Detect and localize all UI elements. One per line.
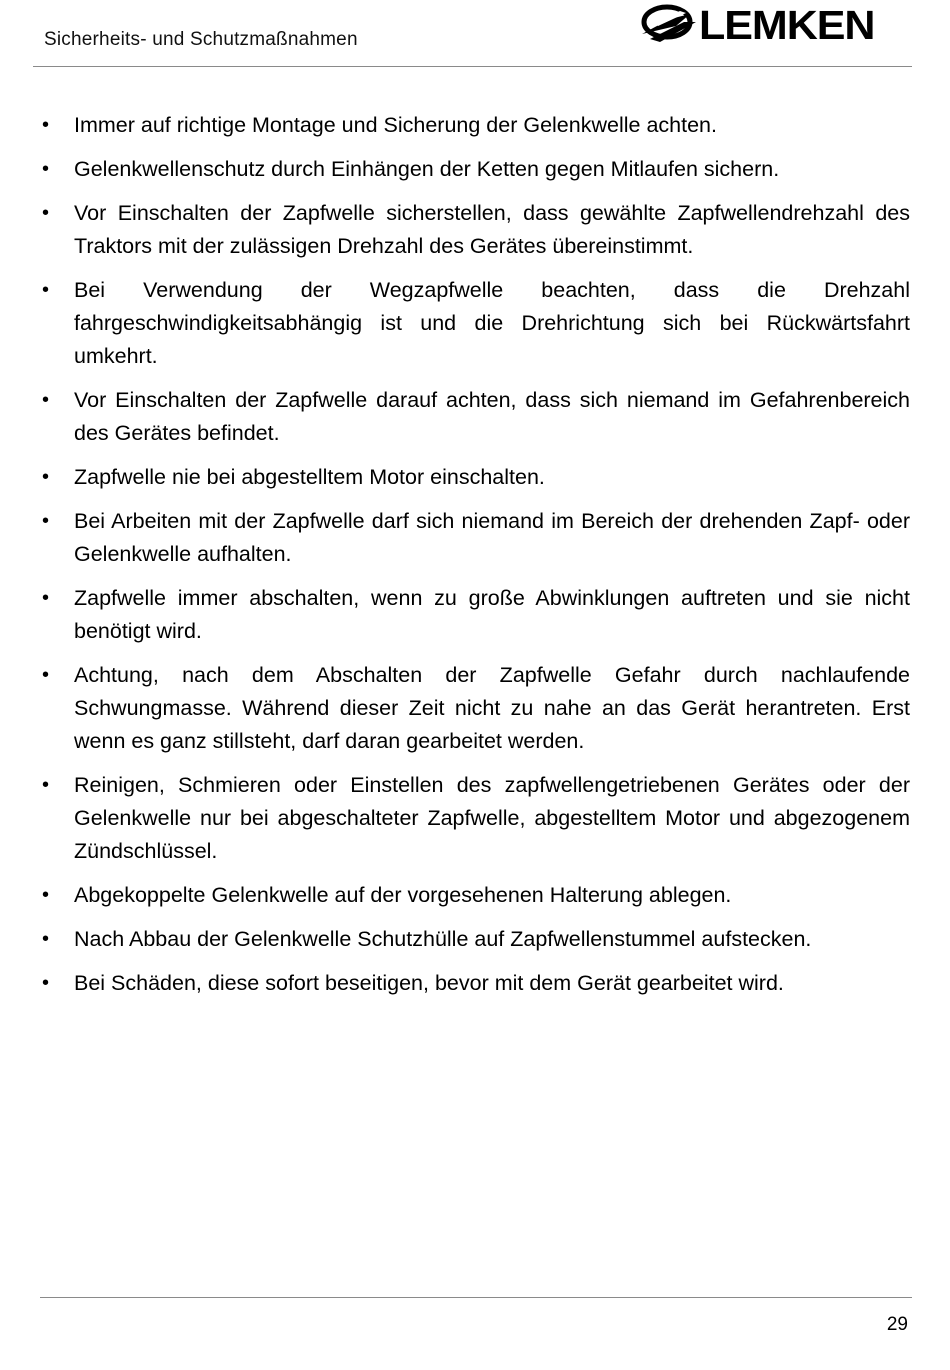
bullet-icon: • bbox=[42, 884, 50, 906]
bullet-icon: • bbox=[42, 664, 50, 686]
list-item-text: Achtung, nach dem Abschalten der Zapfwelle Gefahr durch nachlaufende Schwungmasse. Während dieser Zeit nicht zu nahe an das Gerät herantreten. Erst wenn es ganz stillsteht, darf daran gearbeitet werden. bbox=[74, 663, 910, 753]
list-item bbox=[38, 109, 910, 142]
lemken-logo bbox=[640, 2, 905, 48]
bullet-icon: • bbox=[42, 279, 50, 301]
list-item bbox=[38, 769, 910, 868]
list-item-text: Bei Schäden, diese sofort beseitigen, bevor mit dem Gerät gearbeitet wird. bbox=[74, 971, 784, 995]
bullet-icon: • bbox=[42, 587, 50, 609]
section-title: Sicherheits- und Schutzmaßnahmen bbox=[44, 29, 358, 50]
bullet-icon: • bbox=[42, 928, 50, 950]
list-item bbox=[38, 505, 910, 571]
list-item-text: Nach Abbau der Gelenkwelle Schutzhülle auf Zapfwellenstummel aufstecken. bbox=[74, 927, 812, 951]
list-item-text: Bei Verwendung der Wegzapfwelle beachten, dass die Drehzahl fahrgeschwindigkeitsabhängig ist und die Drehrichtung sich bei Rückwärtsfahrt umkehrt. bbox=[74, 278, 910, 368]
list-item-text: Vor Einschalten der Zapfwelle darauf achten, dass sich niemand im Gefahrenbereich des Gerätes befindet. bbox=[74, 388, 910, 445]
list-item-text: Bei Arbeiten mit der Zapfwelle darf sich niemand im Bereich der drehenden Zapf- oder Gelenkwelle aufhalten. bbox=[74, 509, 910, 566]
list-item-text: Zapfwelle nie bei abgestelltem Motor einschalten. bbox=[74, 465, 545, 489]
list-item-text: Gelenkwellenschutz durch Einhängen der Ketten gegen Mitlaufen sichern. bbox=[74, 157, 780, 181]
list-item-text: Immer auf richtige Montage und Sicherung der Gelenkwelle achten. bbox=[74, 113, 717, 137]
header-divider bbox=[33, 66, 912, 67]
bullet-icon: • bbox=[42, 202, 50, 224]
list-item bbox=[38, 923, 910, 956]
bullet-icon: • bbox=[42, 466, 50, 488]
list-item-text: Abgekoppelte Gelenkwelle auf der vorgesehenen Halterung ablegen. bbox=[74, 883, 732, 907]
list-item-text: Reinigen, Schmieren oder Einstellen des zapfwellengetriebenen Gerätes oder der Gelenkwelle nur bei abgeschalteter Zapfwelle, abgestelltem Motor und abgezogenem Zündschlüssel. bbox=[74, 773, 910, 863]
list-item-text: Vor Einschalten der Zapfwelle sicherstellen, dass gewählte Zapfwellendrehzahl des Traktors mit der zulässigen Drehzahl des Gerätes übereinstimmt. bbox=[74, 201, 910, 258]
footer-divider bbox=[40, 1297, 912, 1298]
list-item bbox=[38, 461, 910, 494]
list-item bbox=[38, 197, 910, 263]
list-item bbox=[38, 153, 910, 186]
bullet-icon: • bbox=[42, 114, 50, 136]
bullet-icon: • bbox=[42, 774, 50, 796]
list-item-text: Zapfwelle immer abschalten, wenn zu große Abwinklungen auftreten und sie nicht benötigt wird. bbox=[74, 586, 910, 643]
page-number: 29 bbox=[886, 1314, 908, 1335]
page-header bbox=[0, 0, 950, 70]
list-item bbox=[38, 384, 910, 450]
list-item bbox=[38, 274, 910, 373]
bullet-icon: • bbox=[42, 972, 50, 994]
bullet-list bbox=[38, 109, 910, 1000]
list-item bbox=[38, 582, 910, 648]
bullet-icon: • bbox=[42, 389, 50, 411]
list-item bbox=[38, 879, 910, 912]
bullet-icon: • bbox=[42, 510, 50, 532]
lemken-emblem-icon bbox=[640, 2, 700, 48]
list-item bbox=[38, 967, 910, 1000]
logo-wordmark: LEMKEN bbox=[699, 2, 875, 48]
safety-rules-list bbox=[38, 109, 910, 1011]
list-item bbox=[38, 659, 910, 758]
bullet-icon: • bbox=[42, 158, 50, 180]
